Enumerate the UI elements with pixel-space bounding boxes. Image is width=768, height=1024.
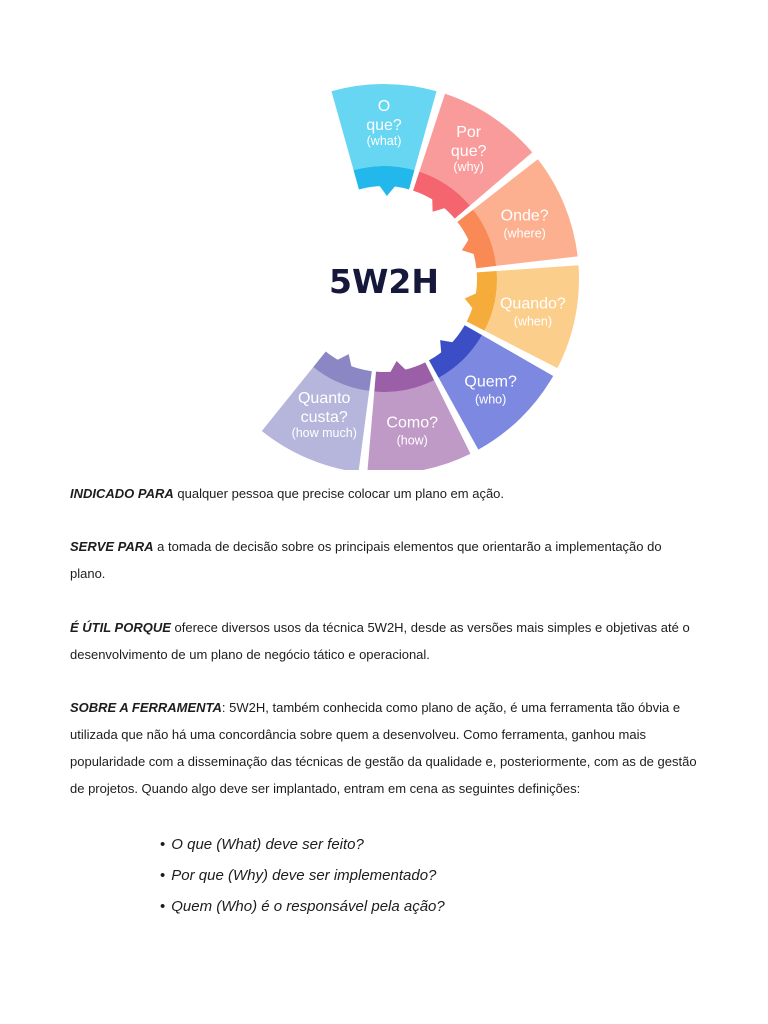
segment-where-label: Onde? [500, 207, 549, 225]
paragraph-sobre-text: : 5W2H, também conhecida como plano de ação, é uma ferramenta tão óbvia e utilizada que não há uma concordância sobre quem a desenvolveu. Como ferramenta, ganhou mais popularidade com a disseminação das técnicas de gestão da qualidade e, posteriormente, com as de gestão de projetos. Quando algo deve ser implantado, entram em cena as seguintes definições: [70, 700, 697, 796]
paragraph-indicado-lead: INDICADO PARA [70, 486, 174, 501]
paragraph-serve-lead: SERVE PARA [70, 539, 154, 554]
segment-where-sublabel: (where) [503, 226, 546, 241]
paragraph-sobre [70, 694, 700, 802]
5w2h-wheel-diagram [0, 0, 768, 470]
paragraph-serve [70, 533, 700, 587]
center-title: 5W2H [329, 262, 439, 301]
paragraph-indicado-text: qualquer pessoa que precise colocar um plano em ação. [173, 486, 505, 501]
definition-item-who-text: Quem (Who) é o responsável pela ação? [171, 898, 445, 915]
paragraph-sobre-lead: SOBRE A FERRAMENTA [70, 700, 222, 715]
definition-item-who [160, 891, 445, 922]
definition-item-why-text: Por que (Why) deve ser implementado? [171, 867, 437, 884]
segment-how-label: Como? [386, 414, 439, 432]
segment-how-much-label-line2: custa? [300, 408, 348, 426]
segment-how-sublabel: (how) [396, 433, 428, 448]
segment-when-label: Quando? [499, 295, 566, 313]
paragraph-util-text: oferece diversos usos da técnica 5W2H, desde as versões mais simples e objetivas até o desenvolvimento de um plano de negócio tático e operacional. [70, 620, 690, 662]
segment-how-much-sublabel: (how much) [291, 425, 357, 440]
definitions-list [160, 829, 445, 922]
paragraph-util-lead: É ÚTIL PORQUE [70, 620, 171, 635]
segment-when-sublabel: (when) [513, 314, 553, 329]
paragraph-indicado [70, 480, 700, 507]
definition-item-why [160, 860, 445, 891]
segment-why-sublabel: (why) [453, 159, 484, 174]
segment-how-much-label: Quanto [297, 389, 351, 407]
definition-item-what-text: O que (What) deve ser feito? [171, 836, 364, 853]
segment-how-much [262, 351, 372, 470]
segment-what-label: O [377, 98, 391, 115]
segment-what-sublabel: (what) [366, 134, 402, 148]
segment-why-label: Por [456, 123, 482, 141]
paragraph-util [70, 614, 700, 668]
segment-what-arrow [379, 185, 395, 196]
definition-item-what [160, 829, 445, 860]
segment-what-label-line2: que? [366, 117, 402, 134]
paragraph-serve-text: a tomada de decisão sobre os principais elementos que orientarão a implementação do plano. [70, 539, 662, 581]
segment-who-label: Quem? [464, 373, 517, 391]
segment-who-sublabel: (who) [475, 392, 507, 407]
segment-why-label-line2: que? [450, 142, 487, 160]
